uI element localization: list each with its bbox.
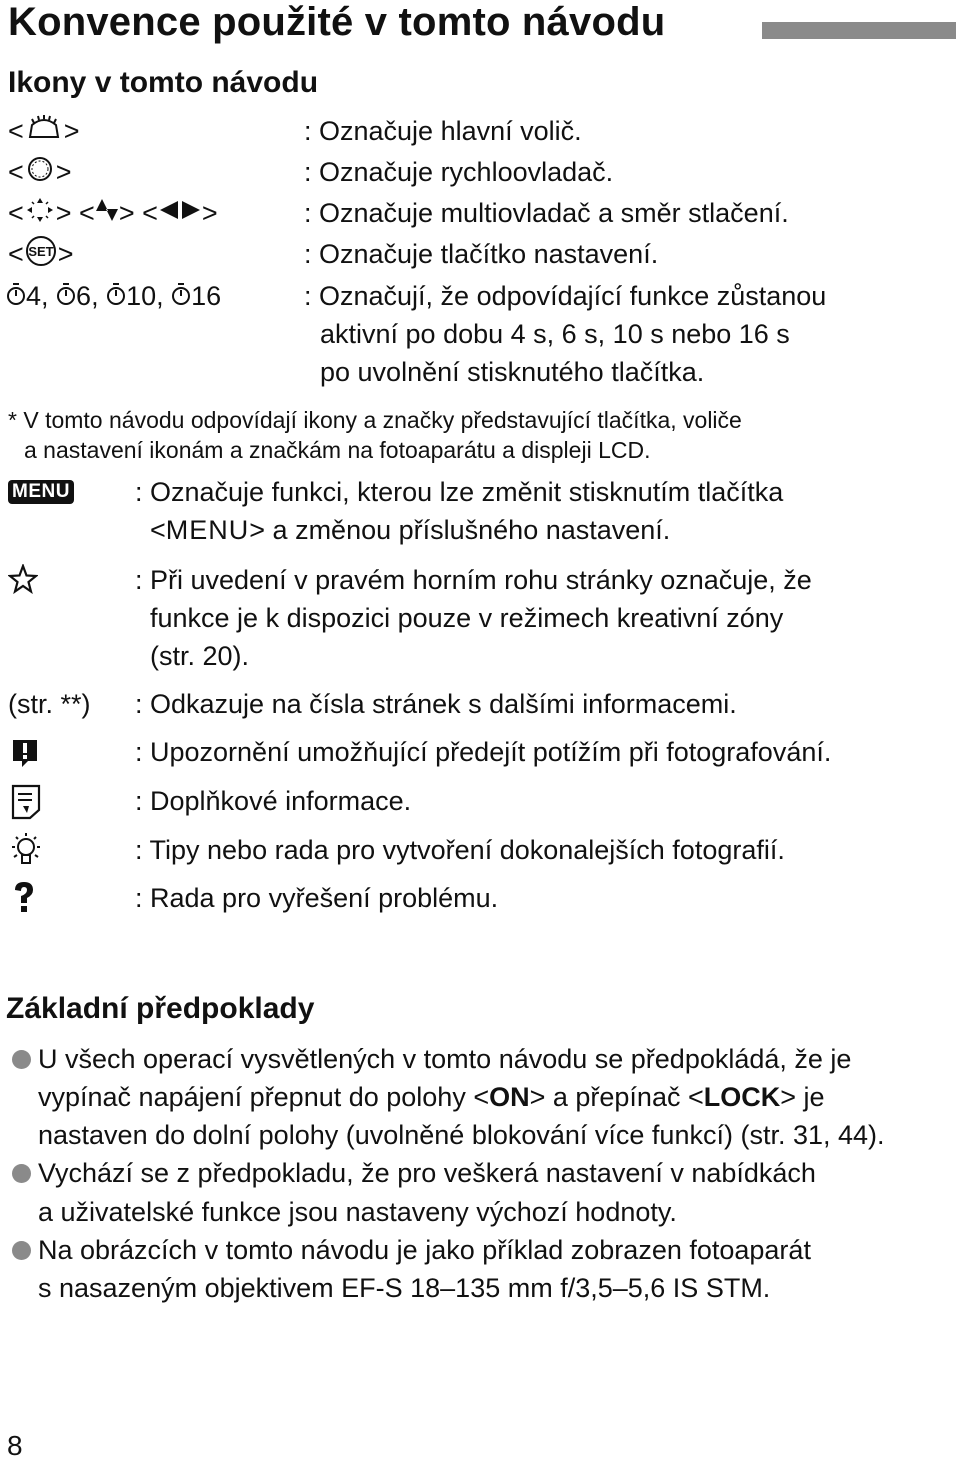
ref-label: (str. **): [8, 689, 91, 719]
svg-text:SET: SET: [28, 244, 54, 259]
label-main-dial: < >: [8, 112, 80, 153]
icons-note-line2: a nastavení ikonám a značkám na fotoaparátu a displeji LCD.: [24, 437, 651, 463]
label-quick-control-dial: < >: [8, 153, 72, 194]
lock-position-icon: LOCK: [703, 1082, 781, 1112]
on-position-icon: ON: [489, 1082, 530, 1112]
bullet-dot: [12, 1241, 31, 1265]
caution-icon: [8, 737, 42, 774]
basics-bullet-1-line3: nastaven do dolní polohy (uvolněné blokování více funkcí) (str. 31, 44).: [38, 1120, 885, 1150]
label-multi-controller: < > < > < >: [8, 194, 218, 235]
page-number: 8: [7, 1430, 23, 1461]
timer-16: 16: [171, 281, 221, 311]
icons-note-line1: * V tomto návodu odpovídají ikony a značky představující tlačítka, voliče: [8, 407, 742, 433]
bullet-dot: [12, 1164, 31, 1188]
desc-note: : Doplňkové informace.: [135, 786, 412, 816]
basics-bullet-1-line1: U všech operací vysvětlených v tomto návodu se předpokládá, že je: [38, 1044, 852, 1074]
timer-icon: [6, 279, 26, 317]
label-set-button: < SET >: [8, 235, 74, 277]
main-dial-icon: [24, 113, 64, 153]
label-timers: 4, 6, 10, 16: [6, 277, 221, 317]
timer-6: 6: [56, 281, 91, 311]
bullet-dot: [12, 1050, 31, 1074]
basics-bullet-3-line1: Na obrázcích v tomto návodu je jako příklad zobrazen fotoaparát: [38, 1235, 811, 1265]
desc-star-line1: : Při uvedení v pravém horním rohu stránky označuje, že: [135, 565, 812, 595]
basics-bullet-2-line2: a uživatelské funkce jsou nastaveny výchozí hodnoty.: [38, 1197, 677, 1227]
desc-main-dial: : Označuje hlavní volič.: [304, 116, 582, 146]
quick-control-dial-icon: [24, 154, 56, 194]
left-right-icon: [158, 195, 202, 235]
tip-lightbulb-icon: [8, 832, 44, 873]
desc-set-button: : Označuje tlačítko nastavení.: [304, 239, 659, 269]
desc-menu-line2: <MENU> a změnou příslušného nastavení.: [150, 515, 671, 545]
desc-quick-control-dial: : Označuje rychloovladač.: [304, 157, 614, 187]
timer-4: 4: [6, 281, 41, 311]
basics-bullet-3-line2: s nasazeným objektivem EF-S 18–135 mm f/3,5–5,6 IS STM.: [38, 1273, 771, 1303]
desc-trouble: : Rada pro vyřešení problému.: [135, 883, 499, 913]
desc-star-line3: (str. 20).: [150, 641, 250, 671]
timer-icon: [171, 279, 191, 317]
desc-timers-line3: po uvolnění stisknutého tlačítka.: [320, 357, 705, 387]
desc-caution: : Upozornění umožňující předejít potížím při fotografování.: [135, 737, 832, 767]
note-icon: [10, 784, 42, 825]
desc-menu-line1: : Označuje funkci, kterou lze změnit stisknutím tlačítka: [135, 477, 784, 507]
title-decorative-bar: [762, 22, 956, 39]
basics-section-heading: Základní předpoklady: [6, 992, 315, 1025]
multi-controller-icon: [24, 195, 56, 235]
desc-timers-line2: aktivní po dobu 4 s, 6 s, 10 s nebo 16 s: [320, 319, 790, 349]
menu-button-icon: MENU: [165, 515, 250, 545]
up-down-icon: [95, 195, 119, 235]
desc-star-line2: funkce je k dispozici pouze v režimech kreativní zóny: [150, 603, 784, 633]
set-button-icon: [24, 235, 58, 277]
timer-10: 10: [106, 281, 156, 311]
page-title: Konvence použité v tomto návodu: [8, 0, 666, 44]
star-icon: [8, 564, 38, 599]
desc-tip: : Tipy nebo rada pro vytvoření dokonalejších fotografií.: [135, 835, 785, 865]
menu-badge-icon: MENU: [8, 480, 74, 504]
desc-multi-controller: : Označuje multiovladač a směr stlačení.: [304, 198, 789, 228]
desc-timers-line1: : Označují, že odpovídající funkce zůstanou: [304, 281, 827, 311]
basics-bullet-2-line1: Vychází se z předpokladu, že pro veškerá nastavení v nabídkách: [38, 1158, 816, 1188]
desc-ref: : Odkazuje na čísla stránek s dalšími informacemi.: [135, 689, 737, 719]
timer-icon: [106, 279, 126, 317]
basics-bullet-1-line2: vypínač napájení přepnut do polohy <ON> a přepínač <LOCK> je: [38, 1082, 825, 1112]
icons-section-heading: Ikony v tomto návodu: [8, 66, 319, 99]
timer-icon: [56, 279, 76, 317]
question-icon: [10, 880, 38, 919]
